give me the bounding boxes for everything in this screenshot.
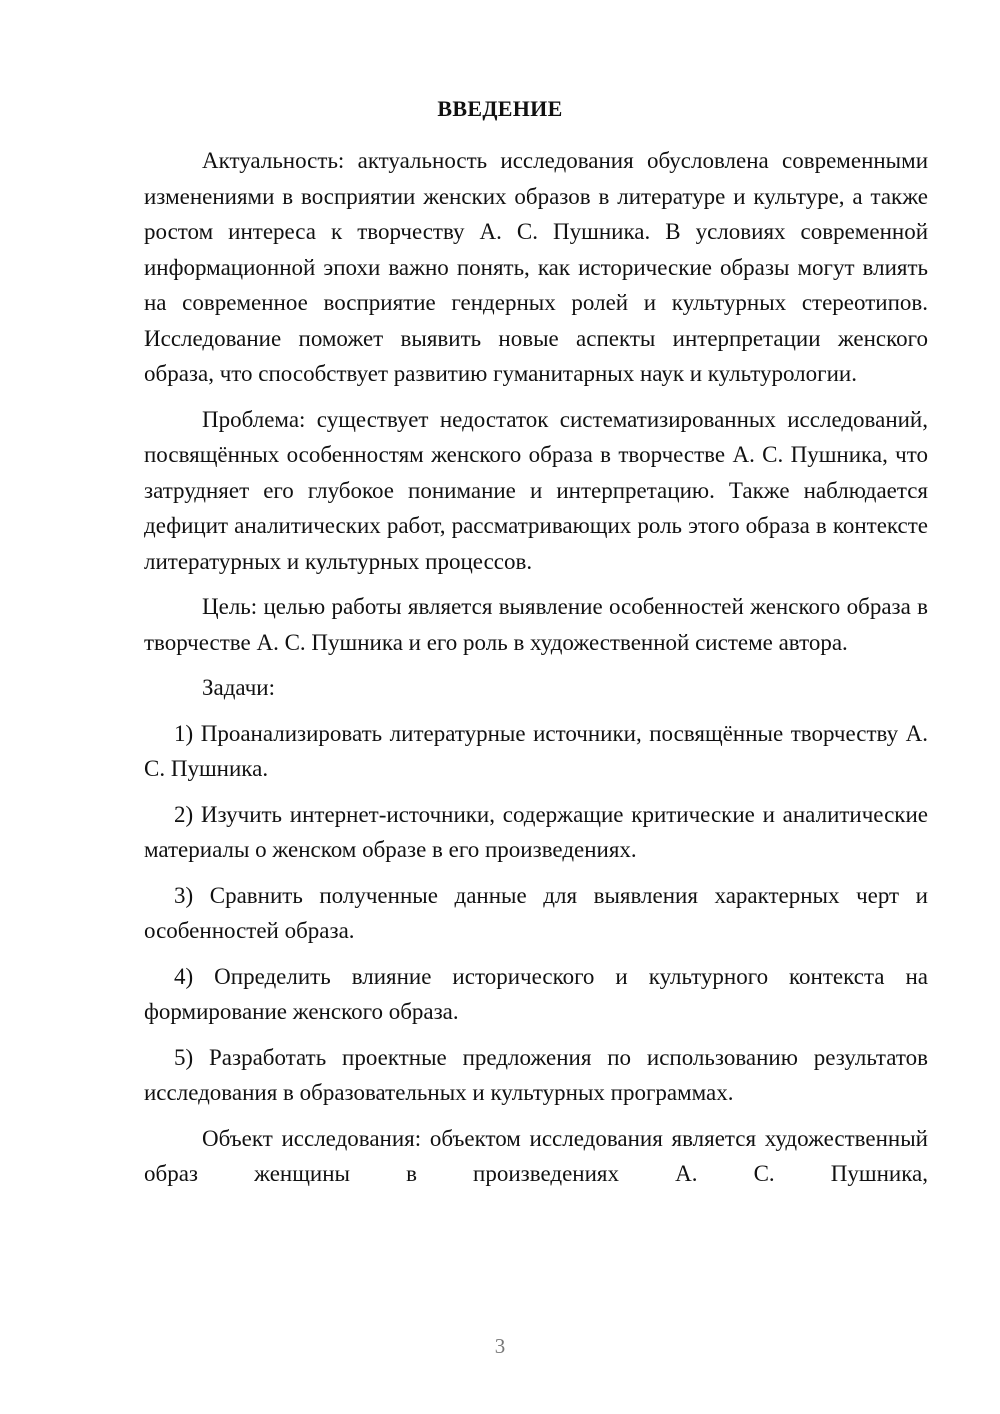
paragraph-goal: Цель: целью работы является выявление особенностей женского образа в творчестве А. С. Пушника и его роль в художественной системе автора. [144,594,928,655]
task-item-1: 1) Проанализировать литературные источники, посвящённые творчеству А. С. Пушника. [144,720,928,781]
document-body [144,143,928,1202]
paragraph-relevance: Актуальность: актуальность исследования обусловлена современными изменениями в восприятии женских образов в литературе и культуре, а также ростом интереса к творчеству А. С. Пушника. В условиях современной информационной эпохи важно понять, как исторические образы могут влиять на современное восприятие гендерных ролей и культурных стереотипов. Исследование поможет выявить новые аспекты интерпретации женского образа, что способствует развитию гуманитарных наук и культурологии. [144,148,928,386]
paragraph-tasks-heading: Задачи: [202,675,275,700]
paragraph-object: Объект исследования: объектом исследования является художественный образ женщины в произведениях А. С. Пушника, [144,1125,928,1186]
page-title: ВВЕДЕНИЕ [437,96,563,121]
task-item-3: 3) Сравнить полученные данные для выявления характерных черт и особенностей образа. [144,882,928,943]
task-item-4: 4) Определить влияние исторического и культурного контекста на формирование женского образа. [144,963,928,1024]
page-number: 3 [494,1334,506,1358]
task-item-2: 2) Изучить интернет-источники, содержащие критические и аналитические материалы о женском образе в его произведениях. [144,801,928,862]
task-item-5: 5) Разработать проектные предложения по использованию результатов исследования в образовательных и культурных программах. [144,1044,928,1105]
paragraph-problem: Проблема: существует недостаток систематизированных исследований, посвящённых особенностям женского образа в творчестве А. С. Пушника, что затрудняет его глубокое понимание и интерпретацию. Также наблюдается дефицит аналитических работ, рассматривающих роль этого образа в контексте литературных и культурных процессов. [144,406,928,574]
